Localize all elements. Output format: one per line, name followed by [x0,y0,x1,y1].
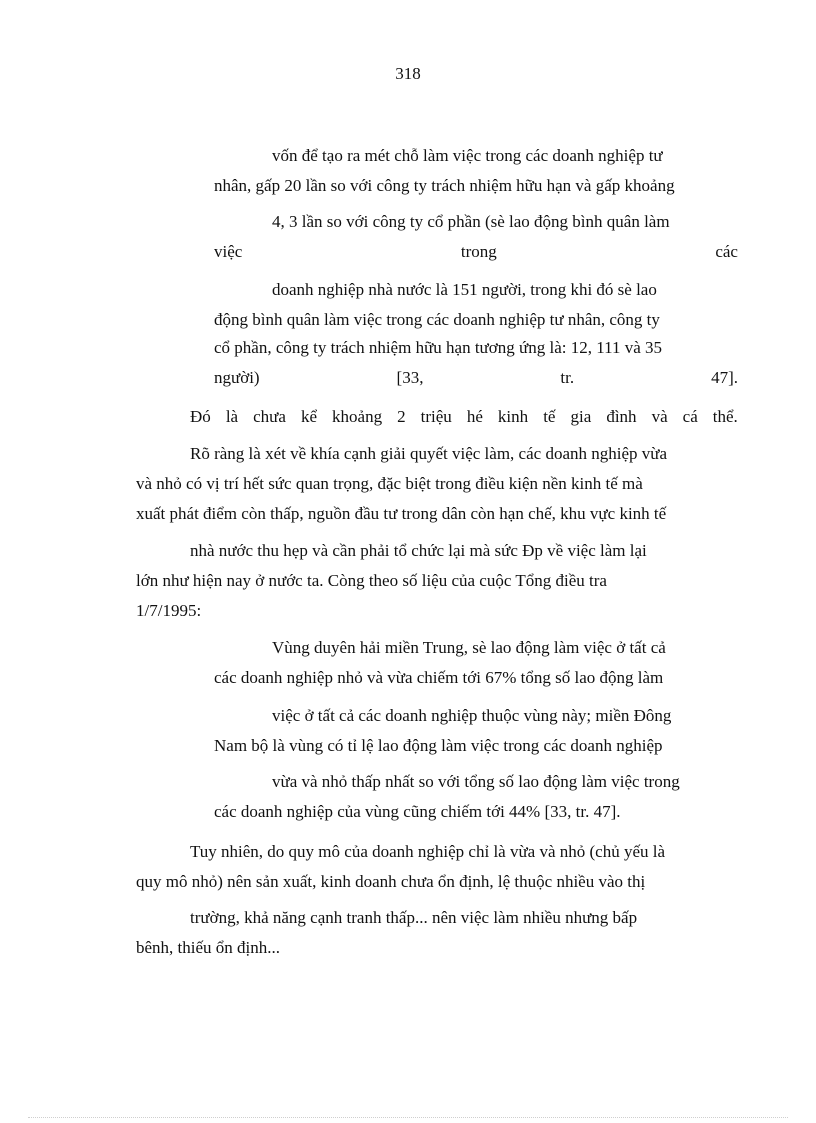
word: 47]. [711,368,738,387]
text-line: việc ở tất cả các doanh nghiệp thuộc vùng này; miền Đông [272,706,672,725]
text-line: quy mô nhỏ) nên sản xuất, kinh doanh chưa ổn định, lệ thuộc nhiều vào thị [136,872,646,891]
word: thể. [712,407,738,426]
page-number: 318 [395,64,421,83]
text-line: 1/7/1995: [136,601,202,620]
word: [33, [396,368,424,387]
page-bottom-divider [28,1117,788,1118]
text-line: nhà nước thu hẹp và cần phải tổ chức lại mà sức Ðp về việc làm lại [190,541,647,560]
text-line: Nam bộ là vùng có tỉ lệ lao động làm việc trong các doanh nghiệp [214,736,663,755]
text-line: cổ phần, công ty trách nhiệm hữu hạn tương ứng là: 12, 111 và 35 [214,338,663,357]
word: 2 [397,407,406,426]
text-line: lớn như hiện nay ở nước ta. Còng theo số liệu của cuộc Tổng điều tra [136,571,607,590]
text-line: động bình quân làm việc trong các doanh nghiệp tư nhân, công ty [214,310,660,329]
word: Đó [190,407,211,426]
text-line: Rõ ràng là xét về khía cạnh giải quyết việc làm, các doanh nghiệp vừa [190,444,668,463]
word: người) [214,368,260,387]
word: việc [214,242,243,261]
text-line: Vùng duyên hải miền Trung, sè lao động làm việc ở tất cả [272,638,666,657]
word: các [715,242,738,261]
text-line: vốn để tạo ra mét chỗ làm việc trong các doanh nghiệp tư [272,146,663,165]
word: hé [466,407,483,426]
text-line-justified [214,241,738,263]
text-line-justified [214,367,738,389]
text-line: các doanh nghiệp nhỏ và vừa chiếm tới 67% tổng số lao động làm [214,668,664,687]
text-line: nhân, gấp 20 lần so với công ty trách nhiệm hữu hạn và gấp khoảng [214,176,675,195]
word: kể [300,407,318,426]
word: là [225,407,239,426]
text-line: xuất phát điểm còn thấp, nguồn đầu tư trong dân còn hạn chế, khu vực kinh tế [136,504,667,523]
word: trong [460,242,497,261]
text-line: 4, 3 lần so với công ty cổ phần (sè lao động bình quân làm [272,212,670,231]
word: gia [570,407,592,426]
text-line: và nhỏ có vị trí hết sức quan trọng, đặc biệt trong điều kiện nền kinh tế mà [136,474,643,493]
word: chưa [253,407,286,426]
word: tr. [560,368,575,387]
text-line: bênh, thiếu ổn định... [136,938,281,957]
word: và [651,407,668,426]
text-line: doanh nghiệp nhà nước là 151 người, trong khi đó sè lao [272,280,657,299]
word: kinh [497,407,529,426]
text-line: Tuy nhiên, do quy mô của doanh nghiệp chỉ là vừa và nhỏ (chủ yếu là [190,842,666,861]
text-line: trường, khả năng cạnh tranh thấp... nên việc làm nhiều nhưng bấp [190,908,638,927]
word: triệu [420,407,452,426]
word: đình [606,407,637,426]
text-line: các doanh nghiệp của vùng cũng chiếm tới 44% [33, tr. 47]. [214,802,621,821]
text-line-justified [190,406,738,428]
text-line: vừa và nhỏ thấp nhất so với tổng số lao động làm việc trong [272,772,680,791]
word: cá [682,407,698,426]
word: tế [543,407,556,426]
word: khoảng [332,407,383,426]
